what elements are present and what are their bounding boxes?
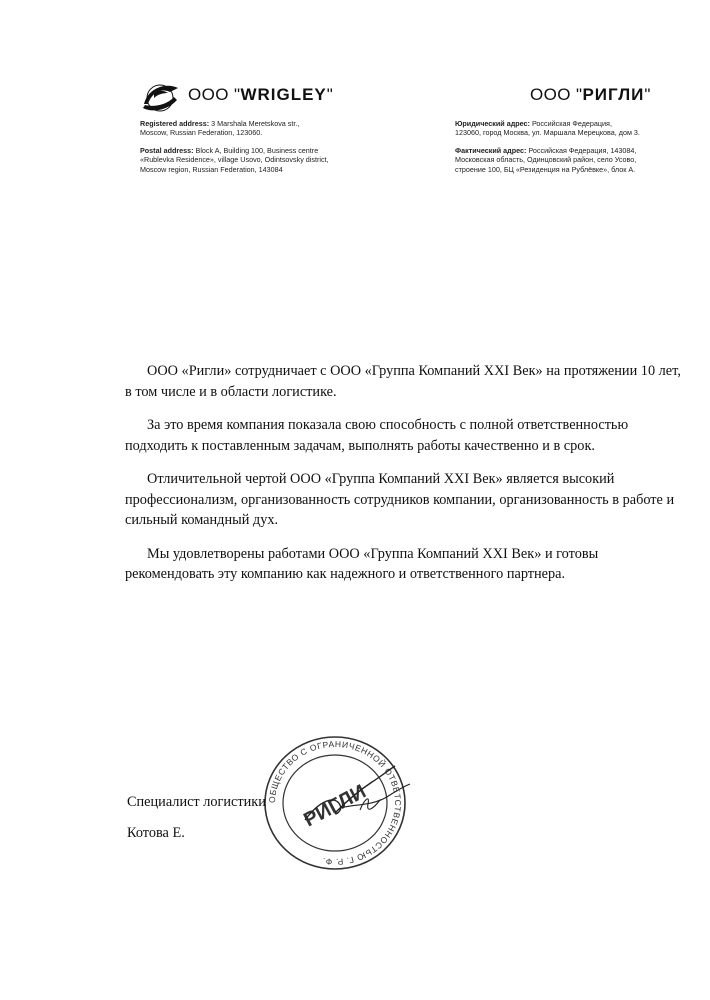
stamp-center-text: РИГЛИ: [300, 780, 370, 832]
company-name-en: ООО "WRIGLEY": [188, 85, 334, 104]
wrigley-logo: [140, 78, 370, 114]
paragraph-3: Отличительной чертой ООО «Группа Компаний XXI Век» является высокий профессионализм, организованность сотрудников компании, организованность в работе и сильный командный дух.: [125, 471, 675, 528]
paragraph-1: ООО «Ригли» сотрудничает с ООО «Группа Компаний XXI Век» на протяжении 10 лет, в том числе и в области логистике.: [125, 363, 681, 400]
registered-address-en: Registered address: 3 Marshala Meretskova str., Moscow, Russian Federation, 123060.: [140, 119, 300, 138]
handwritten-signature: [300, 760, 415, 830]
signer-name: Котова Е.: [127, 825, 185, 841]
actual-address-ru: Фактический адрес: Российская Федерация, 143084, Московская область, Одинцовский район, село Усово, строение 100, БЦ «Резиденция на Рублёвке», блок А.: [455, 146, 637, 174]
paragraph-2: За это время компания показала свою способность с полной ответственностью подходить к поставленным задачам, выполнять работы качественно и в срок.: [125, 417, 629, 454]
postal-address-en: Postal address: Block A, Building 100, Business centre «Rublevka Residence», village Usovo, Odintsovsky district, Moscow region, Russian Federation, 143084: [140, 146, 329, 174]
stamp-ring-text: ОБЩЕСТВО С ОГРАНИЧЕННОЙ ОТВЕТСТВЕННОСТЬЮ Г. Р. Ф.: [266, 738, 404, 868]
legal-address-ru: Юридический адрес: Российская Федерация, 123060, город Москва, ул. Маршала Мерецкова, дом 3.: [455, 119, 640, 138]
globe-logo-icon: [140, 78, 180, 114]
company-name-ru: ООО "РИГЛИ": [530, 85, 651, 104]
signer-role: Специалист логистики: [127, 794, 266, 810]
paragraph-4: Мы удовлетворены работами ООО «Группа Компаний XXI Век» и готовы рекомендовать эту компанию как надежного и ответственного партнера.: [125, 545, 599, 582]
letter-body: [125, 361, 690, 598]
